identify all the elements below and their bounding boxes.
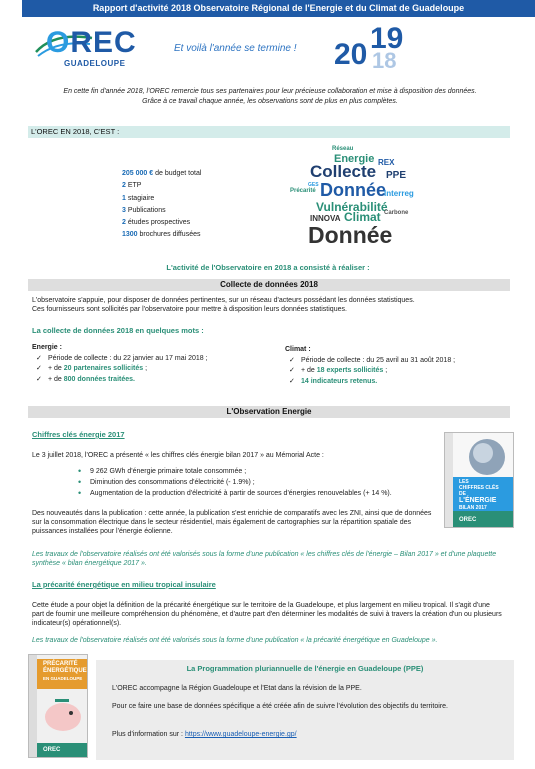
cloud-donnee-big: Donnée [308, 222, 393, 248]
orec-logo [34, 26, 154, 70]
stat-stagiaire: 1 stagiaire [122, 194, 155, 202]
cover1-line3: DE [459, 491, 466, 497]
collecte-energie [32, 343, 262, 385]
cloud-carbone: Carbone [384, 210, 409, 216]
cloud-rex: REX [378, 158, 395, 167]
ppe-p2: Pour ce faire une base de données spécifique a été créée afin de suivre l'évolution des objectifs du territoire. [112, 703, 448, 710]
stat-brochures: 1300 brochures diffusées [122, 231, 201, 239]
nouveautes-text: Des nouveautés dans la publication : cette année, la publication s'est enrichie de comparatifs avec les ZNI, ainsi que de données sur la consommation électrique dans le secteur résidentiel, mais également de cartographies sur la répartition spatiale des puissances installées pour l'énergie éolienne. [32, 510, 432, 535]
precarite-text: Cette étude a pour objet la définition de la précarité énergétique sur le territoire de la Guadeloupe, et plus largement en milieu tropical. Il s'agit d'une part de fournir une meilleure compréhension du phénomène, et d'autre part d'en déterminer les modalités de suivi à travers la création d'un ou plusieurs indicateur(s) opérationnel(s). [32, 602, 502, 627]
cloud-reseau: Réseau [332, 146, 354, 152]
cover-precarite [28, 654, 88, 758]
stat-budget: 205 000 € de budget total [122, 170, 202, 177]
report-header: Rapport d'activité 2018 Observatoire Régional de l'Energie et du Climat de Guadeloupe [22, 0, 535, 17]
chiffres-text: Le 3 juillet 2018, l'OREC a présenté « les chiffres clés énergie bilan 2017 » au Mémorial Acte : [32, 452, 324, 459]
ppe-box [96, 660, 514, 760]
cloud-innova: INNOVA [310, 214, 341, 223]
cover2-brand: OREC [43, 747, 61, 753]
cloud-collecte: Collecte [310, 162, 377, 181]
cover2-line1: PRÉCARITÉ [43, 661, 78, 667]
cover-chiffres-cles [444, 432, 514, 528]
collecte-band: Collecte de données 2018 [28, 279, 510, 291]
activity-intro: L'activité de l'Observatoire en 2018 a consisté à réaliser : [166, 263, 370, 272]
cloud-climat: Climat [344, 210, 381, 224]
stat-publications: 3 Publications [122, 206, 166, 214]
cloud-energie: Energie [334, 153, 375, 165]
word-cloud [286, 142, 416, 250]
cloud-donnee-mid: Donnée [320, 180, 387, 200]
year-graphic [334, 24, 424, 74]
collecte-text [32, 296, 502, 314]
stat-etp: 2 ETP [122, 182, 142, 190]
cloud-vulnerabilite: Vulnérabilité [316, 200, 388, 214]
chiffres-bullet-2: • Diminution des consommations d'électricité (- 1.9%) ; [76, 477, 446, 488]
year-left: 20 [334, 38, 368, 71]
cover1-line1: LES [459, 479, 469, 485]
ppe-title: La Programmation pluriannuelle de l'énergie en Guadeloupe (PPE) [186, 664, 424, 673]
observation-band: L'Observation Energie [28, 406, 510, 418]
cover2-line3: EN GUADELOUPE [43, 676, 83, 681]
collecte-p2: Ces fournisseurs sont sollicités par l'observatoire pour mettre à disposition leurs données statistiques. [32, 306, 347, 313]
year-right-bottom: 18 [372, 48, 397, 73]
intro-line-1: En cette fin d'année 2018, l'OREC remercie tous ses partenaires pour leur précieuse collaboration et mise à disposition des données. [63, 88, 477, 95]
collecte-climat [285, 345, 515, 387]
energie-title: Energie : [32, 344, 62, 351]
travaux-1: Les travaux de l'observatoire réalisés ont été valorisés sous la forme d'une publication « les chiffres clés de l'énergie – Bilan 2017 » et d'une plaquette synthèse « bilan énergétique 2017 ». [32, 551, 497, 567]
year-right-top: 19 [370, 22, 404, 55]
ppe-p1: L'OREC accompagne la Région Guadeloupe et l'Etat dans la révision de la PPE. [112, 685, 362, 692]
logo-text: OREC [46, 26, 137, 59]
collecte-subtitle: La collecte de données 2018 en quelques mots : [32, 326, 204, 335]
logo-region: GUADELOUPE [64, 59, 126, 68]
cloud-ppe: PPE [386, 170, 407, 181]
climat-item-3: ✓ 14 indicateurs retenus. [285, 377, 515, 388]
cloud-interreg: Interreg [384, 189, 414, 198]
travaux-2: Les travaux de l'observatoire réalisés ont été valorisés sous la forme d'une publication « la précarité énergétique en Guadeloupe ». [32, 637, 438, 644]
cover1-line5: BILAN 2017 [459, 505, 487, 511]
chiffres-title: Chiffres clés énergie 2017 [32, 430, 125, 439]
intro-text [30, 87, 510, 107]
cloud-ges: GES [308, 182, 319, 188]
climat-item-2: ✓ + de 18 experts sollicités ; [285, 366, 515, 377]
ppe-link[interactable]: https://www.guadeloupe-energie.gp/ [184, 731, 297, 738]
energie-item-1: ✓ Période de collecte : du 22 janvier au 17 mai 2018 ; [32, 354, 262, 365]
chiffres-bullet-3: • Augmentation de la production d'électricité à partir de sources d'énergies renouvelables (+ 14 %). [76, 488, 446, 499]
cloud-precarite: Précarité [290, 188, 316, 194]
chiffres-bullet-1: • 9 262 GWh d'énergie primaire totale consommée ; [76, 466, 446, 477]
precarite-title: La précarité énergétique en milieu tropical insulaire [32, 580, 216, 589]
ppe-more [112, 730, 502, 739]
section-orec-band: L'OREC EN 2018, C'EST : [28, 126, 510, 138]
cover1-line4: L'ÉNERGIE [459, 497, 497, 504]
chiffres-bullets [76, 466, 446, 499]
ppe-more-label: Plus d'information sur : [112, 731, 185, 738]
energie-item-2: ✓ + de 20 partenaires sollicités ; [32, 364, 262, 375]
stats-list [122, 168, 201, 242]
climat-item-1: ✓ Période de collecte : du 25 avril au 31 août 2018 ; [285, 356, 515, 367]
cover1-brand: OREC [459, 517, 477, 523]
cover2-line2: ÉNERGÉTIQUE [43, 668, 87, 674]
stat-etudes: 2 études prospectives [122, 219, 191, 227]
tagline: Et voilà l'année se termine ! [174, 43, 297, 54]
collecte-p1: L'observatoire s'appuie, pour disposer de données pertinentes, sur un réseau d'acteurs possédant les données statistiques. [32, 297, 415, 304]
cover1-line2: CHIFFRES CLÉS [459, 485, 499, 491]
intro-line-2: Grâce à ce travail chaque année, les observations sont de plus en plus complètes. [142, 98, 398, 105]
climat-title: Climat : [285, 346, 311, 353]
energie-item-3: ✓ + de 800 données traitées. [32, 375, 262, 386]
